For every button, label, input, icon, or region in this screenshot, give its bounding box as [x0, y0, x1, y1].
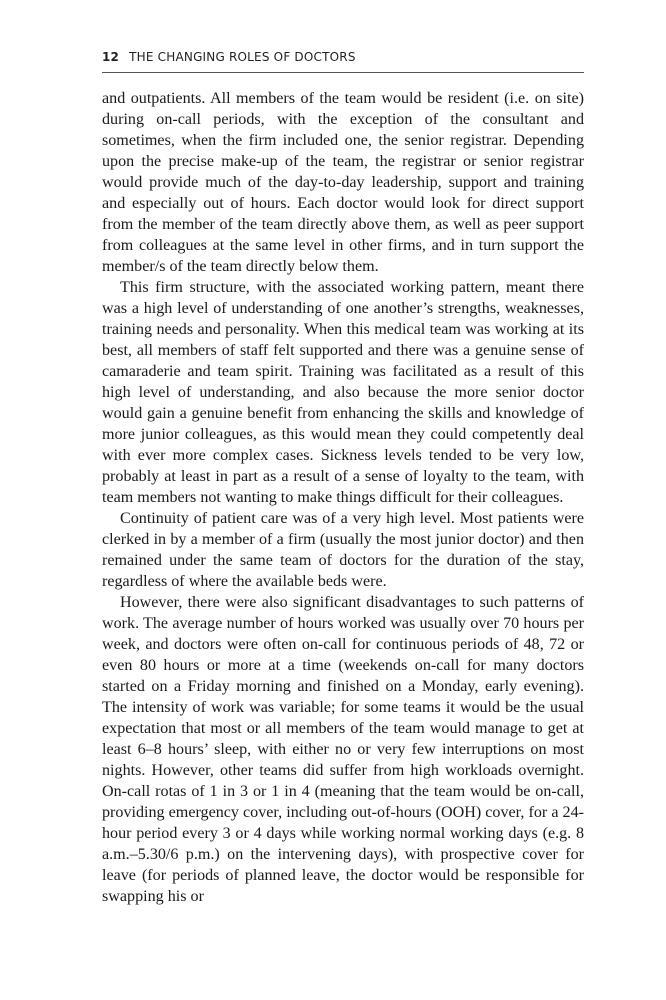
paragraph: Continuity of patient care was of a very high level. Most patients were clerked in by a member of a firm (usually the most junior doctor) and then remained under the same team of doctors for the duration of the stay, regardless of where the available beds were.	[102, 510, 584, 590]
paragraph: However, there were also significant disadvantages to such patterns of work. The average number of hours worked was usually over 70 hours per week, and doctors were often on-call for continuous periods of 48, 72 or even 80 hours or more at a time (weekends on-call for many doctors started on a Friday morning and finished on a Monday, early evening). The intensity of work was variable; for some teams it would be the usual expectation that most or all members of the team would manage to get at least 6–8 hours’ sleep, with either no or very few interruptions on most nights. However, other teams did suffer from high workloads overnight. On-call rotas of 1 in 3 or 1 in 4 (meaning that the team would be on-call, providing emergency cover, including out-of-hours (OOH) cover, for a 24-hour period every 3 or 4 days while working normal working days (e.g. 8 a.m.–5.30/6 p.m.) on the intervening days), with prospective cover for leave (for periods of planned leave, the doctor would be responsible for swapping his or	[102, 594, 584, 905]
running-title: THE CHANGING ROLES OF DOCTORS	[129, 50, 356, 64]
page-number: 12	[102, 50, 120, 64]
paragraph: and outpatients. All members of the team would be resident (i.e. on site) during on-call periods, with the exception of the consultant and sometimes, when the firm included one, the senior registrar. Depending upon the precise make-up of the team, the registrar or senior registrar would provide much of the day-to-day leadership, support and training and especially out of hours. Each doctor would look for direct support from the member of the team directly above them, as well as peer support from colleagues at the same level in other firms, and in turn support the member/s of the team directly below them.	[102, 90, 584, 275]
running-head	[102, 50, 584, 64]
body-text	[102, 88, 584, 907]
paragraph: This firm structure, with the associated working pattern, meant there was a high level of understanding of one another’s strengths, weaknesses, training needs and personality. When this medical team was working at its best, all members of staff felt supported and there was a genuine sense of camaraderie and team spirit. Training was facilitated as a result of this high level of understanding, and also because the more senior doctor would gain a genuine benefit from enhancing the skills and knowledge of more junior colleagues, as this would mean they could competently deal with ever more complex cases. Sickness levels tended to be very low, probably at least in part as a result of a sense of loyalty to the team, with team members not wanting to make things difficult for their colleagues.	[102, 279, 584, 506]
header-rule	[102, 72, 584, 73]
